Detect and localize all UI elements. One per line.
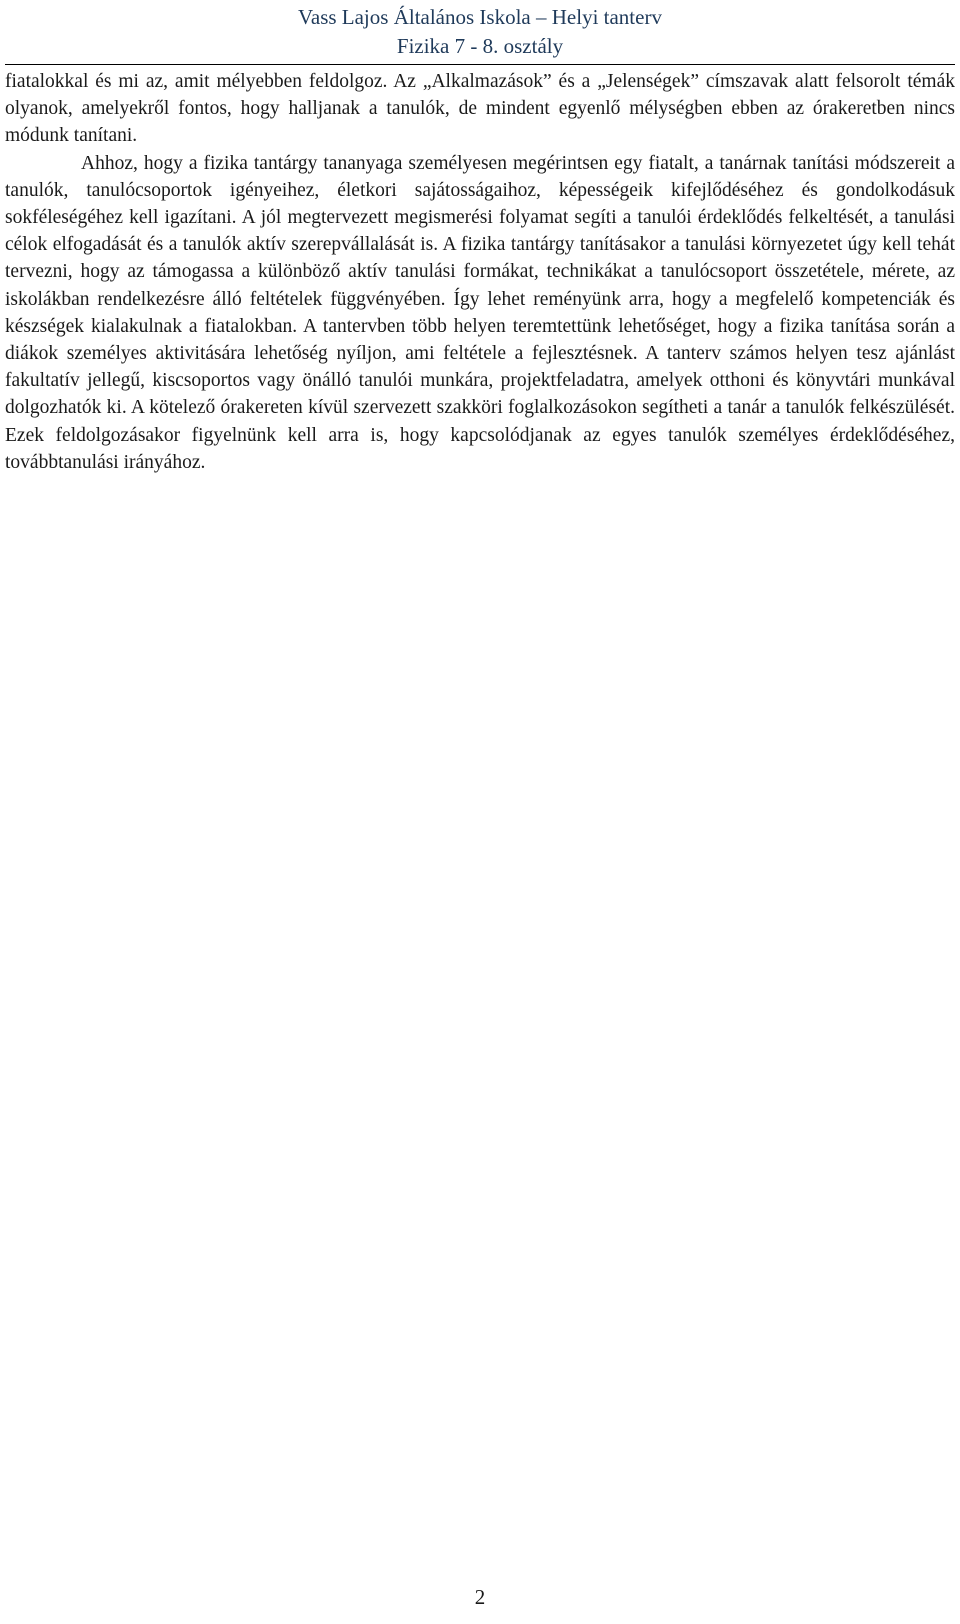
- page-number: 2: [474, 1585, 486, 1609]
- document-body: [5, 68, 955, 476]
- header-subject-grade: Fizika 7 - 8. osztály: [396, 34, 564, 58]
- header-divider: [5, 64, 955, 65]
- header-school-title: Vass Lajos Általános Iskola – Helyi tanterv: [298, 5, 662, 29]
- paragraph-continuation: fiatalokkal és mi az, amit mélyebben feldolgoz. Az „Alkalmazások” és a „Jelenségek” címszavak alatt felsorolt témák olyanok, amelyekről fontos, hogy halljanak a tanulók, de mindent egyenlő mélységben ebben az órakeretben nincs módunk tanítani.: [5, 71, 955, 147]
- page-header: [0, 3, 960, 61]
- paragraph-main: Ahhoz, hogy a fizika tantárgy tananyaga személyesen megérintsen egy fiatalt, a tanárnak tanítási módszereit a tanulók, tanulócsoportok igényeihez, életkori sajátosságaihoz, képességeik kifejlődéséhez és gondolkodásuk sokféleségéhez kell igazítani. A jól megtervezett megismerési folyamat segíti a tanulói érdeklődés felkeltését, a tanulási célok elfogadását és a tanulók aktív szerepvállalását is. A fizika tantárgy tanításakor a tanulási környezetet úgy kell tehát tervezni, hogy az támogassa a különböző aktív tanulási formákat, technikákat a tanulócsoport összetétele, mérete, az iskolákban rendelkezésre álló feltételek függvényében. Így lehet reményünk arra, hogy a megfelelő kompetenciák és készségek kialakulnak a fiatalokban. A tantervben több helyen teremtettünk lehetőséget, hogy a fizika tanítása során a diákok személyes aktivitására lehetőség nyíljon, ami feltétele a fejlesztésnek. A tanterv számos helyen tesz ajánlást fakultatív jellegű, kiscsoportos vagy önálló tanulói munkára, projektfeladatra, amelyek otthoni és könyvtári munkával dolgozhatók ki. A kötelező órakereten kívül szervezett szakköri foglalkozásokon segítheti a tanár a tanulók felkészülését. Ezek feldolgozásakor figyelnünk kell arra is, hogy kapcsolódjanak az egyes tanulók személyes érdeklődéséhez, továbbtanulási irányához.: [5, 152, 955, 473]
